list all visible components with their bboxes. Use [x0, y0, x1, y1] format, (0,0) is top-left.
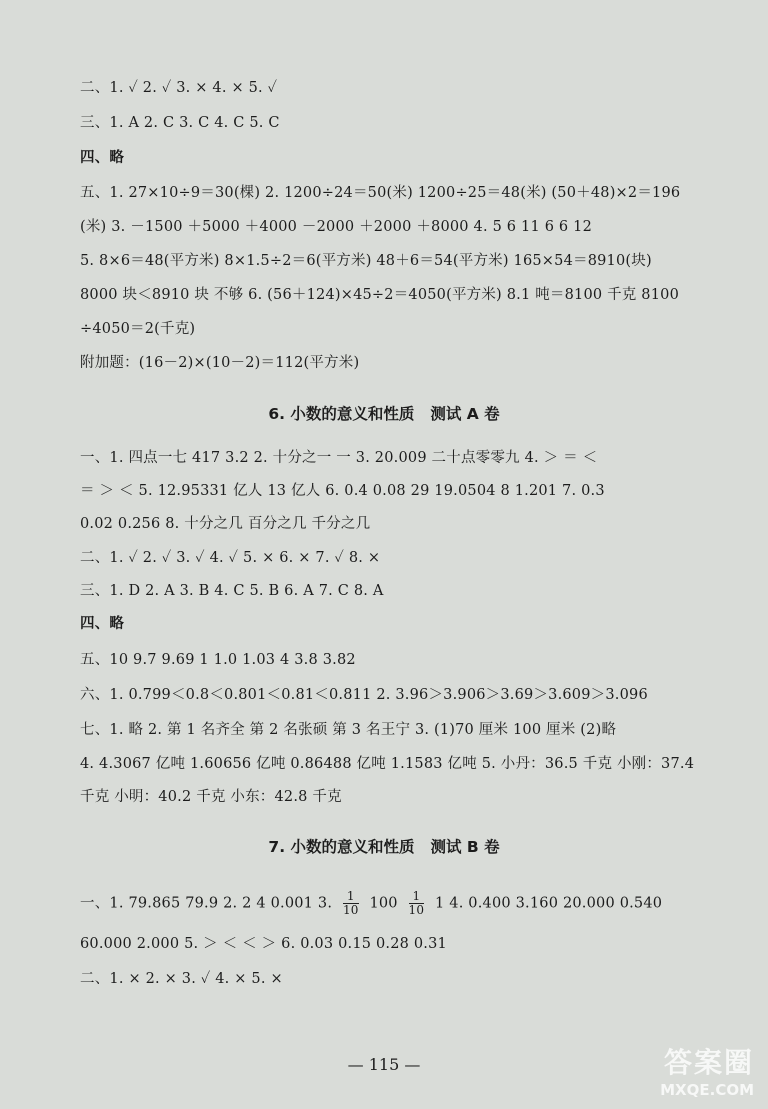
answer-line: 5. 8×6＝48(平方米) 8×1.5÷2＝6(平方米) 48＋6＝54(平方米) 165×54＝8910(块) — [80, 253, 652, 269]
answer-line: 七、1. 略 2. 第 1 名齐全 第 2 名张硕 第 3 名王宁 3. (1)70 厘米 100 厘米 (2)略 — [80, 722, 617, 738]
section-title: 7. 小数的意义和性质 — [268, 838, 415, 856]
section-test-label: 测试 A 卷 — [430, 405, 500, 423]
answer-line: (米) 3. －1500 ＋5000 ＋4000 －2000 ＋2000 ＋8000 4. 5 6 11 6 6 12 — [80, 219, 593, 235]
answer-line: 二、1. ✓ 2. ✓ 3. × 4. × 5. ✓ — [80, 80, 278, 96]
answer-line: 8000 块＜8910 块 不够 6. (56＋124)×45÷2＝4050(平方米) 8.1 吨＝8100 千克 8100 — [80, 287, 680, 303]
fraction-numerator: 1 — [409, 890, 425, 904]
answer-line: 千克 小明：40.2 千克 小东：42.8 千克 — [80, 789, 342, 805]
answer-line — [80, 890, 740, 917]
fraction-denominator: 10 — [342, 903, 359, 917]
watermark-logo — [642, 1041, 754, 1099]
answer-line: 60.000 2.000 5. ＞ ＜ ＜ ＞ 6. 0.03 0.15 0.28 0.31 — [80, 936, 447, 952]
answer-line: 4. 4.3067 亿吨 1.60656 亿吨 0.86488 亿吨 1.1583 亿吨 5. 小丹：36.5 千克 小刚：37.4 — [80, 756, 695, 772]
section-test-label: 测试 B 卷 — [430, 838, 500, 856]
answer-line: 五、10 9.7 9.69 1 1.0 1.03 4 3.8 3.82 — [80, 652, 356, 668]
answer-line: 三、1. A 2. C 3. C 4. C 5. C — [80, 115, 280, 131]
fraction-denominator: 10 — [408, 903, 425, 917]
answer-text: 1 4. 0.400 3.160 20.000 0.540 — [435, 895, 663, 912]
fraction — [343, 890, 359, 917]
section-title: 6. 小数的意义和性质 — [268, 405, 415, 423]
answer-line: 附加题：(16－2)×(10－2)＝112(平方米) — [80, 355, 360, 371]
answer-text: 一、1. 79.865 79.9 2. 2 4 0.001 3. — [80, 895, 333, 912]
answer-line: ＝ ＞ ＜ 5. 12.95331 亿人 13 亿人 6. 0.4 0.08 29 19.0504 8 1.201 7. 0.3 — [80, 483, 605, 499]
watermark-url: MXQE.COM — [660, 1081, 754, 1099]
watermark-logo-text: 答案圈 — [663, 1046, 754, 1079]
answer-line: 三、1. D 2. A 3. B 4. C 5. B 6. A 7. C 8. A — [80, 583, 384, 599]
page-number: — 115 — — [347, 1055, 421, 1074]
answer-line: 二、1. ✓ 2. ✓ 3. ✓ 4. ✓ 5. × 6. × 7. ✓ 8. × — [80, 550, 381, 566]
answer-line: ÷4050＝2(千克) — [80, 321, 196, 337]
answer-line: 二、1. × 2. × 3. ✓ 4. × 5. × — [80, 971, 283, 987]
section-heading — [0, 402, 768, 424]
fraction-numerator: 1 — [343, 890, 359, 904]
fraction — [409, 890, 425, 917]
answer-line: 五、1. 27×10÷9＝30(棵) 2. 1200÷24＝50(米) 1200÷25＝48(米) (50＋48)×2＝196 — [80, 185, 681, 201]
answer-line: 0.02 0.256 8. 十分之几 百分之几 千分之几 — [80, 516, 371, 532]
answer-line: 四、略 — [80, 616, 125, 632]
answer-line: 六、1. 0.799＜0.8＜0.801＜0.81＜0.811 2. 3.96＞3.906＞3.69＞3.609＞3.096 — [80, 687, 648, 703]
answer-line: 一、1. 四点一七 417 3.2 2. 十分之一 一 3. 20.009 二十点零零九 4. ＞ ＝ ＜ — [80, 450, 598, 466]
section-heading — [0, 835, 768, 857]
answer-line: 四、略 — [80, 150, 125, 166]
answer-text: 100 — [369, 895, 398, 912]
